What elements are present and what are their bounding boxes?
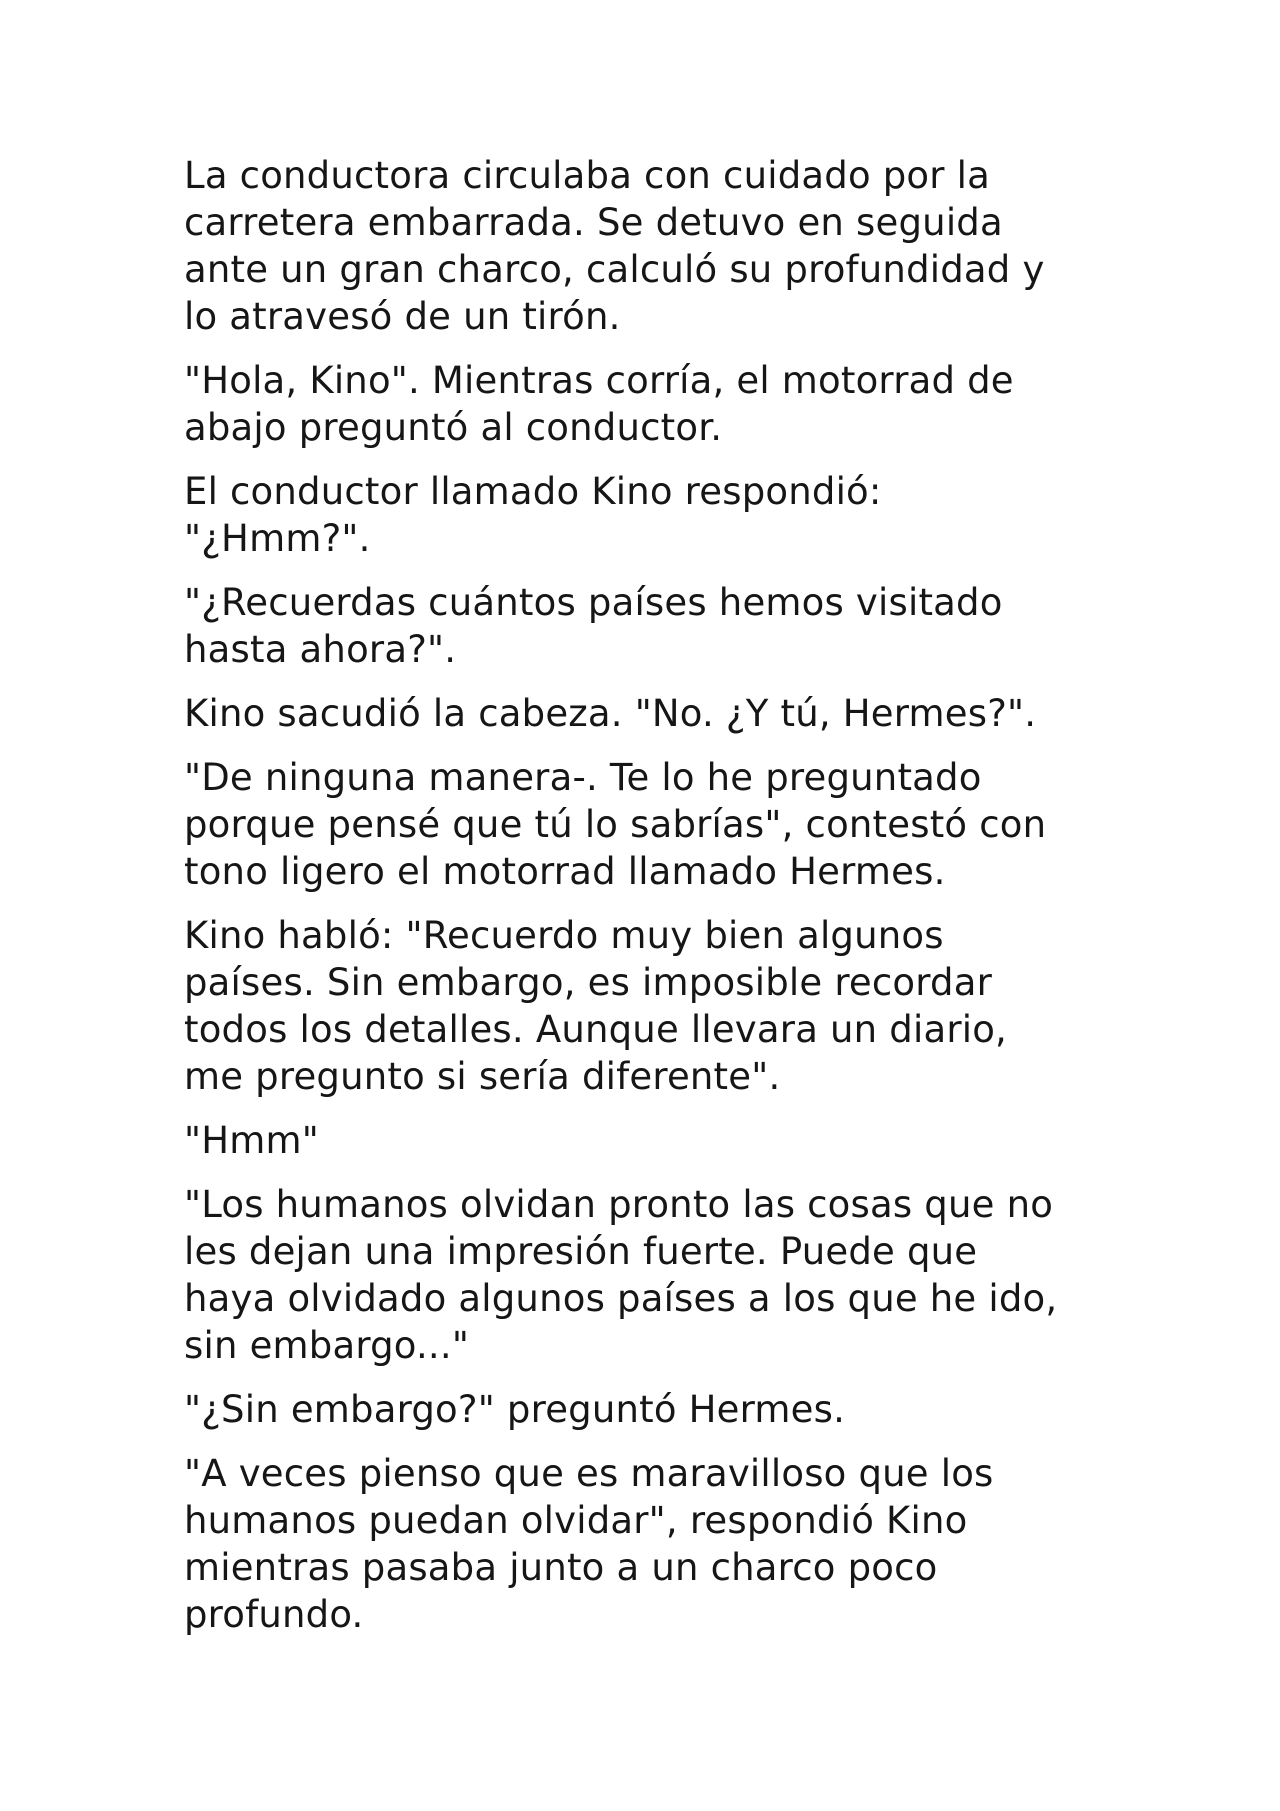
text-line: sin embargo..." [184,1324,470,1367]
text-line: tono ligero el motorrad llamado Hermes. [184,850,946,893]
paragraph-9 [184,1181,1124,1369]
paragraph-7 [184,912,1124,1100]
text-line: Kino sacudió la cabeza. "No. ¿Y tú, Hermes?". [184,692,1037,735]
text-line: "¿Recuerdas cuántos países hemos visitado [184,581,1003,624]
text-line: todos los detalles. Aunque llevara un diario, [184,1008,1008,1051]
text-line: "¿Sin embargo?" preguntó Hermes. [184,1388,846,1431]
paragraph-4 [184,579,1124,673]
text-line: carretera embarrada. Se detuvo en seguida [184,201,1003,244]
text-line: hasta ahora?". [184,628,457,671]
text-line: mientras pasaba junto a un charco poco [184,1546,938,1589]
text-line: haya olvidado algunos países a los que he ido, [184,1277,1058,1320]
paragraph-2 [184,357,1124,451]
text-line: porque pensé que tú lo sabrías", contestó con [184,803,1047,846]
paragraph-1 [184,152,1124,340]
text-line: "¿Hmm?". [184,517,371,560]
paragraph-11 [184,1450,1124,1638]
paragraph-5 [184,690,1124,737]
text-line: El conductor llamado Kino respondió: [184,470,882,513]
paragraph-10 [184,1386,1124,1433]
paragraph-6 [184,754,1124,895]
paragraph-3 [184,468,1124,562]
text-line: "De ninguna manera-. Te lo he preguntado [184,756,982,799]
text-line: Kino habló: "Recuerdo muy bien algunos [184,914,944,957]
text-line: países. Sin embargo, es imposible recordar [184,961,993,1004]
text-line: humanos puedan olvidar", respondió Kino [184,1499,968,1542]
story-text [184,152,1124,1655]
text-line: "Hmm" [184,1119,319,1162]
text-line: "Hola, Kino". Mientras corría, el motorrad de [184,359,1014,402]
text-line: me pregunto si sería diferente". [184,1055,781,1098]
text-line: les dejan una impresión fuerte. Puede que [184,1230,978,1273]
text-line: La conductora circulaba con cuidado por la [184,154,990,197]
text-line: "A veces pienso que es maravilloso que los [184,1452,994,1495]
text-line: lo atravesó de un tirón. [184,295,621,338]
text-line: "Los humanos olvidan pronto las cosas que no [184,1183,1054,1226]
text-line: ante un gran charco, calculó su profundidad y [184,248,1045,291]
paragraph-8 [184,1117,1124,1164]
text-line: profundo. [184,1593,364,1636]
text-line: abajo preguntó al conductor. [184,406,723,449]
